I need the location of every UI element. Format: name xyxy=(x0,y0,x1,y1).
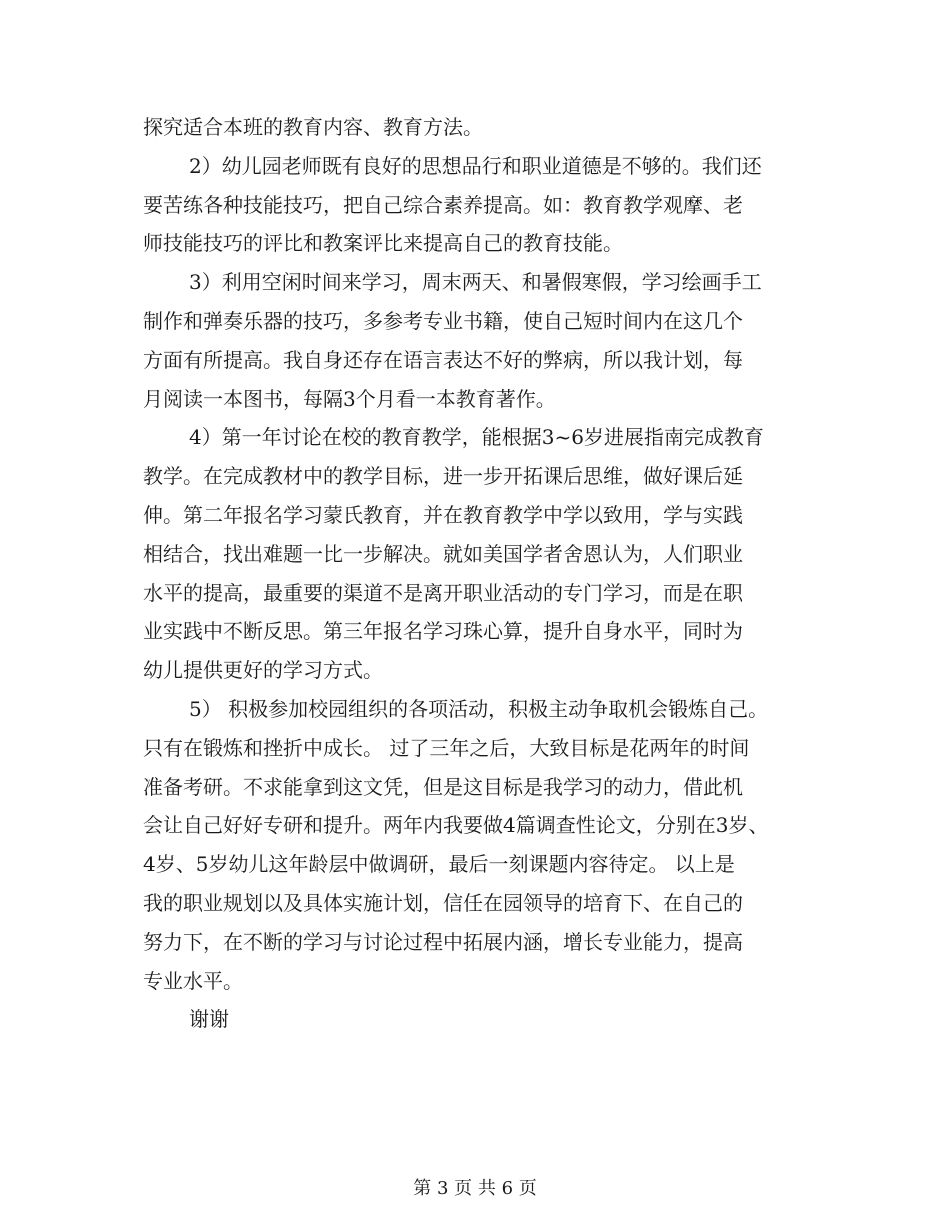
text-line: 水平的提高，最重要的渠道不是离开职业活动的专门学习，而是在职 xyxy=(143,580,743,605)
document-body xyxy=(143,108,815,1039)
text-line: 教学。在完成教材中的教学目标，进一步开拓课后思维，做好课后延 xyxy=(143,464,743,489)
text-line: 4岁、5岁幼儿这年龄层中做调研，最后一刻课题内容待定。 以上是 xyxy=(143,852,735,877)
text-line: 月阅读一本图书，每隔3个月看一本教育著作。 xyxy=(143,386,556,411)
text-line: 努力下，在不断的学习与讨论过程中拓展内涵，增长专业能力，提高 xyxy=(143,929,743,954)
text-line: 方面有所提高。我自身还存在语言表达不好的弊病，所以我计划，每 xyxy=(143,347,743,372)
text-line: 准备考研。不求能拿到这文凭，但是这目标是我学习的动力，借此机 xyxy=(143,774,743,799)
text-line: 师技能技巧的评比和教案评比来提高自己的教育技能。 xyxy=(143,231,623,256)
paragraph-3-start: 3）利用空闲时间来学习，周末两天、和暑假寒假，学习绘画手工 xyxy=(189,270,762,295)
page-number-footer: 第 3 页 共 6 页 xyxy=(413,1178,537,1199)
text-line: 要苦练各种技能技巧，把自己综合素养提高。如：教育教学观摩、老 xyxy=(143,192,743,217)
closing-thanks: 谢谢 xyxy=(189,1007,229,1032)
text-line: 探究适合本班的教育内容、教育方法。 xyxy=(143,115,483,139)
text-line: 相结合，找出难题一比一步解决。就如美国学者舍恩认为，人们职业 xyxy=(143,541,743,566)
paragraph-2-start: 2）幼儿园老师既有良好的思想品行和职业道德是不够的。我们还 xyxy=(189,153,762,178)
text-line: 专业水平。 xyxy=(143,968,243,993)
text-line: 制作和弹奏乐器的技巧，多参考专业书籍，使自己短时间内在这几个 xyxy=(143,308,743,333)
text-line: 只有在锻炼和挫折中成长。 过了三年之后，大致目标是花两年的时间 xyxy=(143,735,750,760)
paragraph-4-start: 4）第一年讨论在校的教育教学，能根据3~6岁进展指南完成教育 xyxy=(189,425,764,450)
text-line: 伸。第二年报名学习蒙氏教育，并在教育教学中学以致用，学与实践 xyxy=(143,502,743,527)
text-line: 幼儿提供更好的学习方式。 xyxy=(143,658,383,683)
text-line: 我的职业规划以及具体实施计划，信任在园领导的培育下、在自己的 xyxy=(143,890,743,915)
paragraph-5-start: 5） 积极参加校园组织的各项活动，积极主动争取机会锻炼自己。 xyxy=(189,696,769,721)
text-line: 会让自己好好专研和提升。两年内我要做4篇调查性论文，分别在3岁、 xyxy=(143,813,769,838)
text-line: 业实践中不断反思。第三年报名学习珠心算，提升自身水平，同时为 xyxy=(143,619,743,644)
